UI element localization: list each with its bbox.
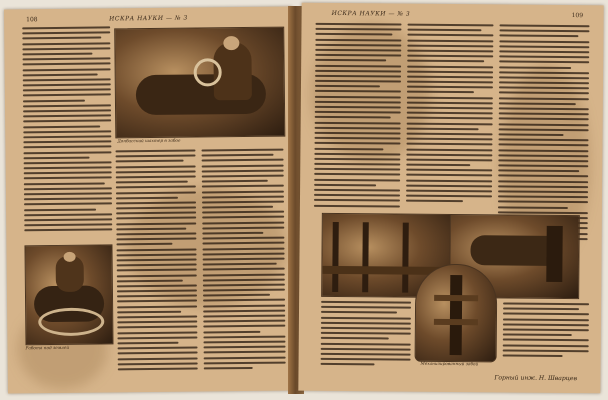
- miner-photo-top: [114, 27, 285, 139]
- page-number: 109: [571, 12, 584, 20]
- author-signature: Горный инж. Н. Шварцев: [494, 374, 577, 383]
- text-column: [22, 26, 112, 234]
- page-number: 108: [26, 16, 38, 24]
- text-column: [406, 24, 494, 206]
- text-column: [321, 301, 412, 369]
- text-column: [503, 302, 589, 360]
- photo-caption: Механизированный забой: [420, 360, 479, 367]
- miner-photo-bottom: [24, 244, 113, 345]
- left-page: [4, 7, 296, 394]
- text-column: [201, 149, 285, 373]
- photo-caption: Работа под землей: [25, 344, 70, 351]
- running-head: ИСКРА НАУКИ — № 3: [109, 14, 188, 23]
- right-page: [298, 3, 603, 394]
- mine-shaft-photo: [415, 264, 498, 363]
- running-head: ИСКРА НАУКИ — № 3: [331, 9, 411, 18]
- text-column: [314, 23, 402, 210]
- text-column: [115, 150, 197, 374]
- photo-caption: Донбасский шахтер в забое: [117, 137, 181, 144]
